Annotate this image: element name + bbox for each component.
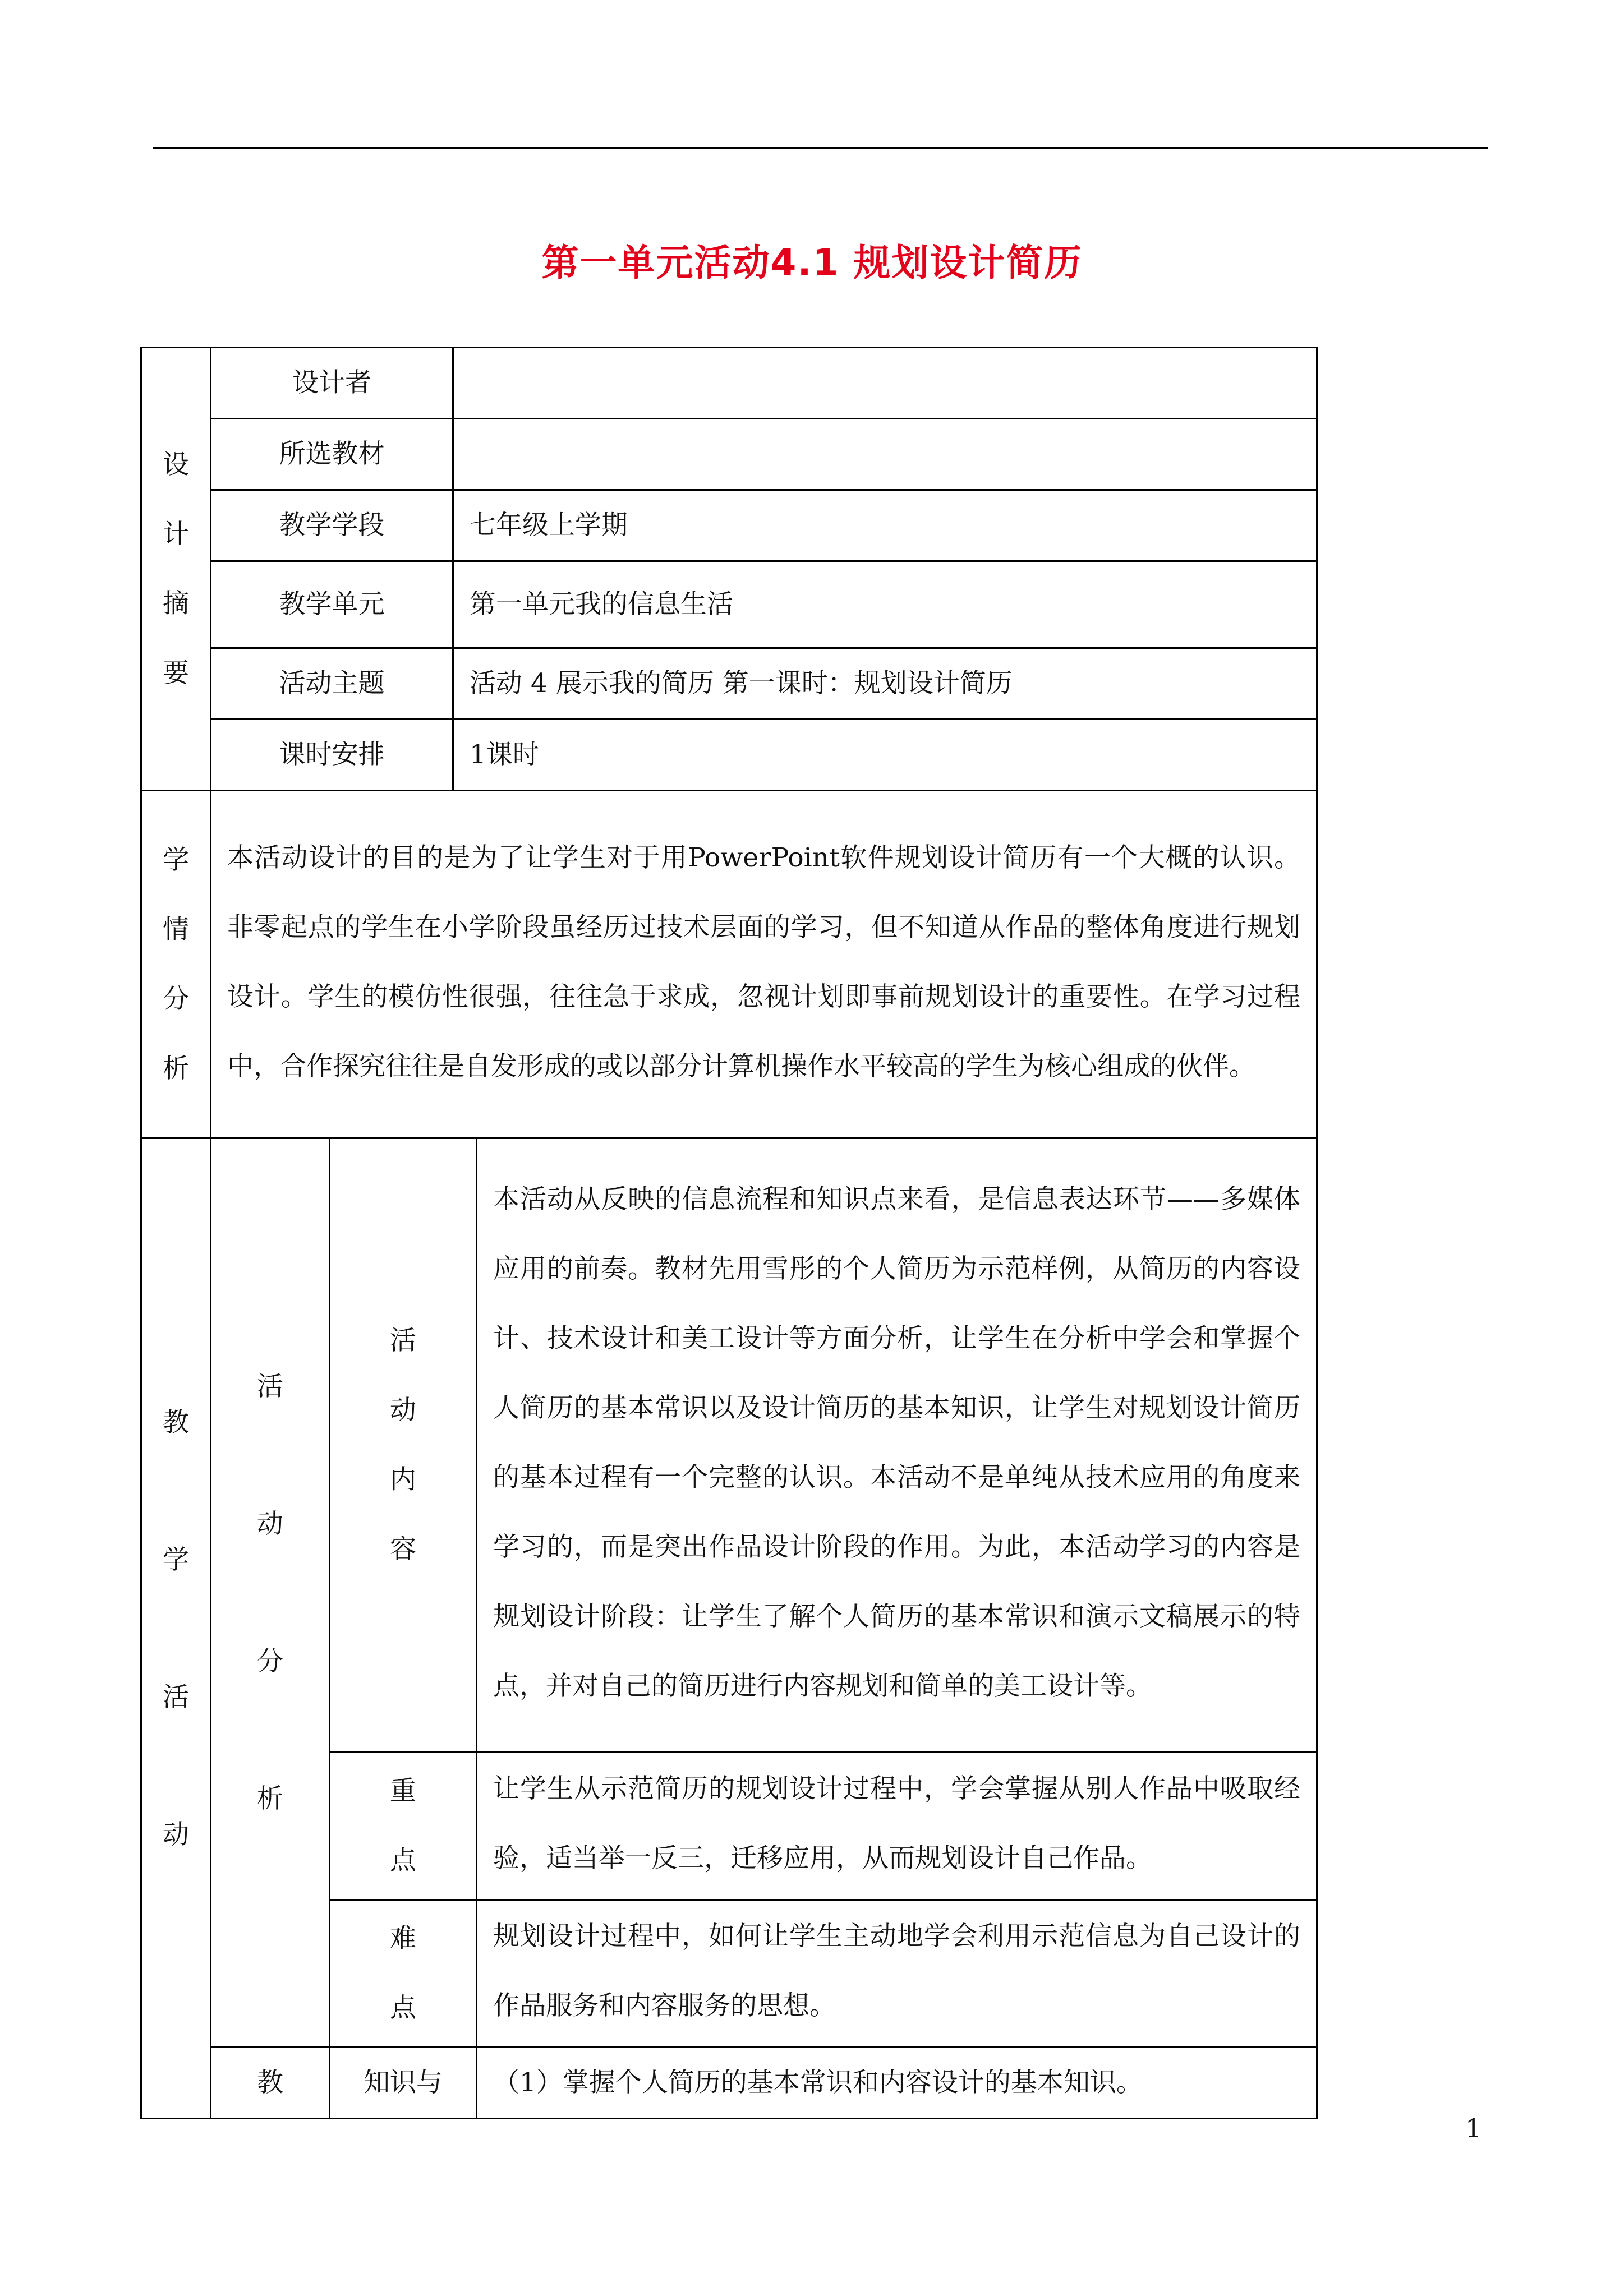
summary-row-value: 1课时 (453, 720, 1317, 791)
teaching-goal-label: 教 (211, 2048, 330, 2119)
summary-row-label: 活动主题 (211, 648, 453, 720)
summary-row-label: 课时安排 (211, 720, 453, 791)
summary-row-value: 第一单元我的信息生活 (453, 561, 1317, 648)
difficult-point-text: 规划设计过程中，如何让学生主动地学会利用示范信息为自己设计的作品服务和内容服务的思想。 (477, 1900, 1317, 2048)
learner-analysis-text: 本活动设计的目的是为了让学生对于用PowerPoint软件规划设计简历有一个大概的认识。非零起点的学生在小学阶段虽经历过技术层面的学习，但不知道从作品的整体角度进行规划设计。学生的模仿性很强，往往急于求成，忽视计划即事前规划设计的重要性。在学习过程中，合作探究往往是自发形成的或以部分计算机操作水平较高的学生为核心组成的伙伴。 (211, 791, 1317, 1138)
summary-row-label: 设计者 (211, 348, 453, 419)
summary-row-label: 教学学段 (211, 490, 453, 561)
summary-row-label: 教学单元 (211, 561, 453, 648)
page-title: 第一单元活动4.1 规划设计简历 (541, 241, 1083, 284)
summary-row-value (453, 419, 1317, 490)
difficult-point-label: 难 点 (330, 1900, 477, 2048)
knowledge-label: 知识与 (330, 2048, 477, 2119)
teaching-activity-section-label: 教 学 活 动 (141, 1138, 211, 2119)
activity-analysis-label: 活 动 分 析 (211, 1138, 330, 2048)
header-rule (153, 147, 1488, 149)
key-point-label: 重 点 (330, 1753, 477, 1900)
knowledge-goal-text: （1）掌握个人简历的基本常识和内容设计的基本知识。 (477, 2048, 1317, 2119)
summary-row-label: 所选教材 (211, 419, 453, 490)
lesson-plan-table (140, 347, 1318, 2119)
page-number: 1 (1465, 2113, 1482, 2143)
activity-content-text: 本活动从反映的信息流程和知识点来看，是信息表达环节——多媒体应用的前奏。教材先用雪彤的个人简历为示范样例，从简历的内容设计、技术设计和美工设计等方面分析，让学生在分析中学会和掌握个人简历的基本常识以及设计简历的基本知识，让学生对规划设计简历的基本过程有一个完整的认识。本活动不是单纯从技术应用的角度来学习的，而是突出作品设计阶段的作用。为此，本活动学习的内容是规划设计阶段：让学生了解个人简历的基本常识和演示文稿展示的特点，并对自己的简历进行内容规划和简单的美工设计等。 (477, 1138, 1317, 1753)
summary-row-value: 七年级上学期 (453, 490, 1317, 561)
summary-row-value (453, 348, 1317, 419)
key-point-text: 让学生从示范简历的规划设计过程中，学会掌握从别人作品中吸取经验，适当举一反三，迁移应用，从而规划设计自己作品。 (477, 1753, 1317, 1900)
summary-section-label: 设 计 摘 要 (141, 348, 211, 791)
activity-content-label: 活 动 内 容 (330, 1138, 477, 1753)
learner-analysis-section-label: 学 情 分 析 (141, 791, 211, 1138)
summary-row-value: 活动 4 展示我的简历 第一课时：规划设计简历 (453, 648, 1317, 720)
